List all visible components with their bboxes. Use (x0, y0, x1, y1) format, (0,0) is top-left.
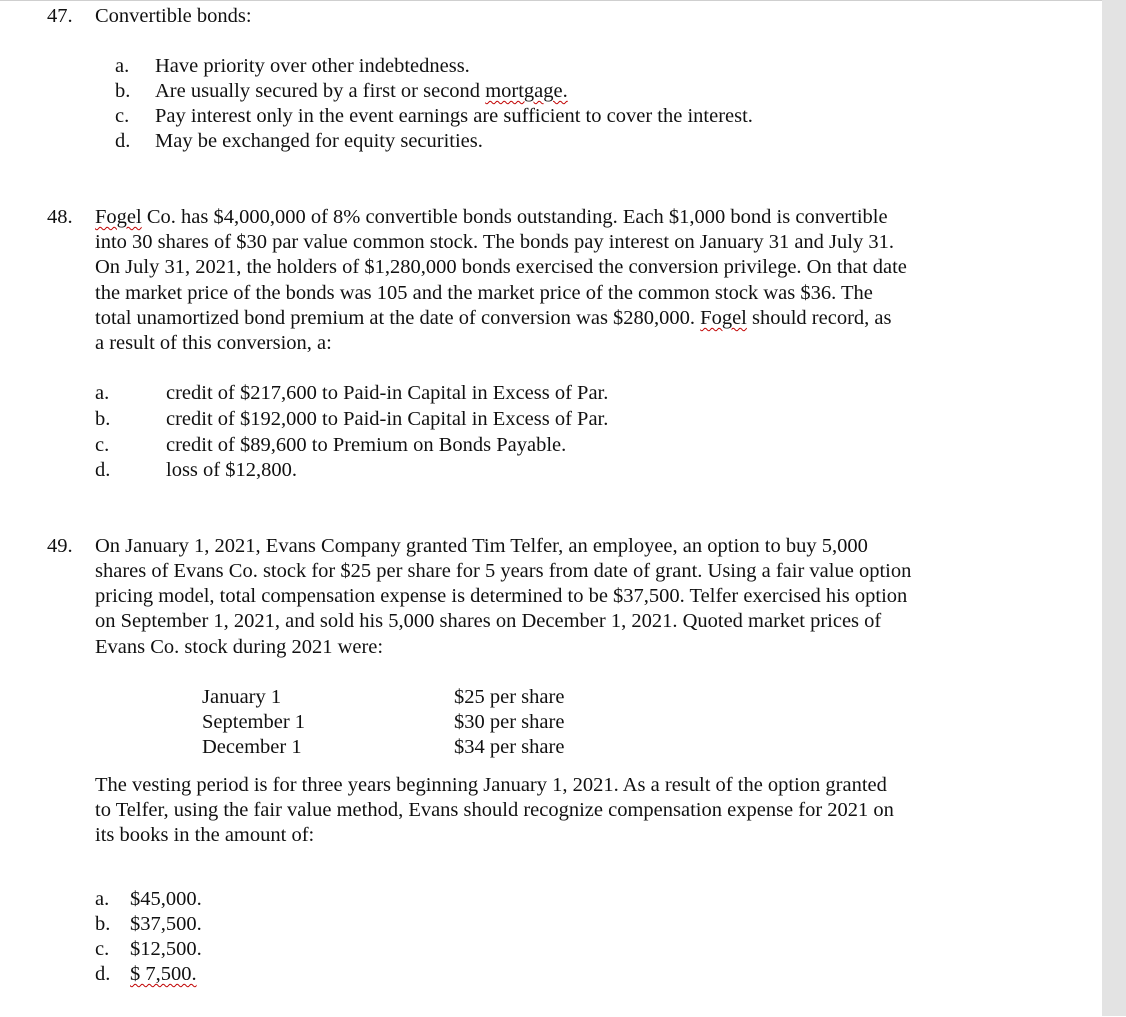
price-table-price: $34 per share (454, 736, 565, 758)
q49-option-b-text: $37,500. (130, 913, 202, 935)
price-table-date: January 1 (202, 686, 282, 708)
q48-line-3: On July 31, 2021, the holders of $1,280,000 bonds exercised the conversion privilege. On that date (95, 256, 907, 278)
q49-line-5: Evans Co. stock during 2021 were: (95, 636, 384, 658)
spelling-flag-fogel-2: Fogel (700, 307, 747, 329)
price-table-date: September 1 (202, 711, 306, 733)
q48-line-1: Fogel Co. has $4,000,000 of 8% convertible bonds outstanding. Each $1,000 bond is convertible (95, 206, 888, 228)
q49-line-2: shares of Evans Co. stock for $25 per share for 5 years from date of grant. Using a fair value option (95, 560, 912, 582)
price-table-price: $25 per share (454, 686, 565, 708)
q47-option-b-letter: b. (115, 80, 131, 102)
q49-vesting-line-3: its books in the amount of: (95, 824, 315, 846)
q48-option-b-text: credit of $192,000 to Paid-in Capital in Excess of Par. (166, 408, 609, 430)
q49-option-d-letter: d. (95, 963, 111, 985)
q49-vesting-line-2: to Telfer, using the fair value method, Evans should recognize compensation expense for 2021 on (95, 799, 894, 821)
question-49-number: 49. (47, 535, 73, 557)
q49-line-3: pricing model, total compensation expense is determined to be $37,500. Telfer exercised his option (95, 585, 908, 607)
q48-option-c-letter: c. (95, 434, 110, 456)
q49-option-a-letter: a. (95, 888, 110, 910)
q48-option-a-text: credit of $217,600 to Paid-in Capital in Excess of Par. (166, 382, 609, 404)
question-47-number: 47. (47, 5, 73, 27)
q49-option-c-text: $12,500. (130, 938, 202, 960)
q49-option-b-letter: b. (95, 913, 111, 935)
scrollbar-track[interactable] (1102, 0, 1126, 1016)
q47-option-c-text: Pay interest only in the event earnings are sufficient to cover the interest. (155, 105, 753, 127)
q49-line-4: on September 1, 2021, and sold his 5,000 shares on December 1, 2021. Quoted market prices of (95, 610, 882, 632)
price-table-date: December 1 (202, 736, 302, 758)
price-table-price: $30 per share (454, 711, 565, 733)
question-48-number: 48. (47, 206, 73, 228)
q48-line-2: into 30 shares of $30 par value common stock. The bonds pay interest on January 31 and July 31. (95, 231, 894, 253)
q49-vesting-line-1: The vesting period is for three years beginning January 1, 2021. As a result of the option granted (95, 774, 887, 796)
q49-option-a-text: $45,000. (130, 888, 202, 910)
q48-line-6: a result of this conversion, a: (95, 332, 332, 354)
q47-option-d-text: May be exchanged for equity securities. (155, 130, 483, 152)
question-47-stem: Convertible bonds: (95, 5, 252, 27)
q48-option-b-letter: b. (95, 408, 111, 430)
q47-option-a-text: Have priority over other indebtedness. (155, 55, 470, 77)
q49-option-c-letter: c. (95, 938, 110, 960)
q48-option-a-letter: a. (95, 382, 110, 404)
q48-option-d-text: loss of $12,800. (166, 459, 297, 481)
q47-option-a-letter: a. (115, 55, 130, 77)
q47-option-c-letter: c. (115, 105, 130, 127)
q48-line-4: the market price of the bonds was 105 and the market price of the common stock was $36. The (95, 282, 873, 304)
spelling-flag-mortgage: mortgage. (485, 80, 568, 102)
q49-line-1: On January 1, 2021, Evans Company granted Tim Telfer, an employee, an option to buy 5,000 (95, 535, 868, 557)
q47-option-d-letter: d. (115, 130, 131, 152)
spelling-flag-amount: $ 7,500. (130, 963, 197, 985)
q48-line-5: total unamortized bond premium at the date of conversion was $280,000. Fogel should record, as (95, 307, 892, 329)
spelling-flag-fogel: Fogel (95, 206, 142, 228)
q48-option-c-text: credit of $89,600 to Premium on Bonds Payable. (166, 434, 567, 456)
q49-option-d-text (130, 962, 197, 987)
q48-option-d-letter: d. (95, 459, 111, 481)
q47-option-b-text: Are usually secured by a first or second mortgage. (155, 80, 568, 102)
